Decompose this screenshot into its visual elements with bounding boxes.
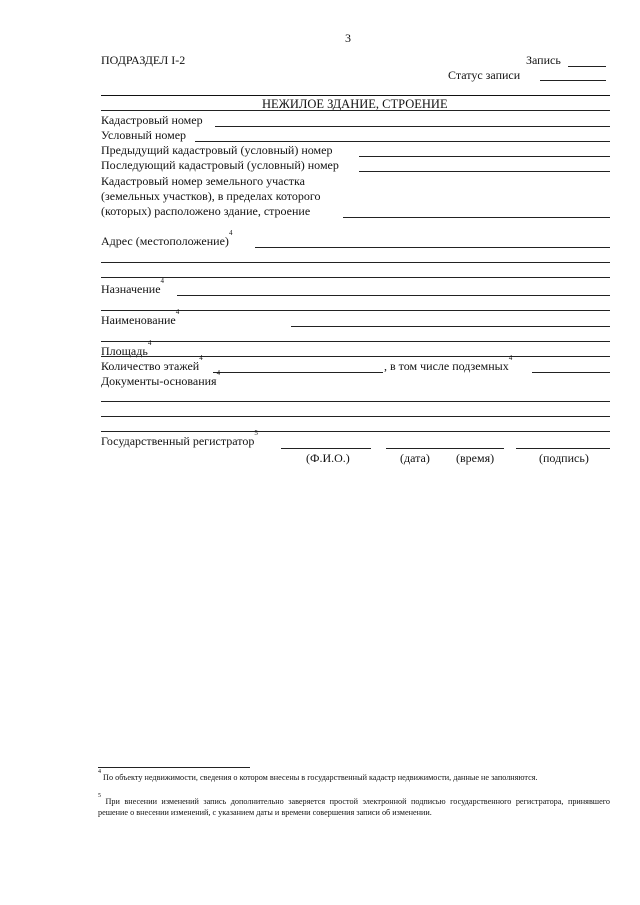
- registrar-label: Государственный регистратор$^5$: [101, 429, 258, 448]
- underground-floors-label: , в том числе подземных$^4$: [384, 354, 513, 373]
- record-label: Запись: [526, 53, 561, 67]
- name-field-line1[interactable]: [291, 326, 610, 327]
- area-label: Площадь$^4$: [101, 339, 152, 358]
- floors-label: Количество этажей$^4$: [101, 354, 203, 373]
- cadastral-number-field[interactable]: [215, 126, 610, 127]
- record-field-line[interactable]: [568, 66, 606, 67]
- subsection-label: ПОДРАЗДЕЛ I-2: [101, 53, 186, 67]
- land-plot-label-line1: Кадастровый номер земельного участка: [101, 174, 305, 188]
- cadastral-number-label: Кадастровый номер: [101, 113, 203, 127]
- footnote-4: $^4$ По объекту недвижимости, сведения о котором внесены в государственный кадастр недвижимости, данные не заполняются.: [98, 769, 538, 782]
- address-label: Адрес (местоположение)$^4$: [101, 229, 233, 248]
- documents-field-line2[interactable]: [101, 416, 610, 417]
- page-number: 3: [345, 31, 351, 45]
- signature-caption: (подпись): [539, 451, 589, 465]
- date-caption: (дата): [400, 451, 430, 465]
- land-plot-label-line3: (которых) расположено здание, строение: [101, 204, 311, 218]
- fio-caption: (Ф.И.О.): [306, 451, 350, 465]
- footnote-5: $^5$ При внесении изменений запись дополнительно заверяется простой электронной подписью государственного регистратора, принявшего решение о внесении изменений, с указанием даты и времени совершения записи об изменении.: [98, 793, 610, 817]
- purpose-field-line1[interactable]: [177, 295, 610, 296]
- time-caption: (время): [456, 451, 495, 465]
- title-top-rule: [101, 95, 610, 96]
- address-field-line1[interactable]: [255, 247, 610, 248]
- title-bottom-rule: [101, 110, 610, 111]
- footnote-separator: [98, 767, 250, 768]
- address-field-line3[interactable]: [101, 277, 610, 278]
- documents-label: Документы-основания$^4$: [101, 369, 221, 388]
- previous-number-field[interactable]: [359, 156, 610, 157]
- next-number-field[interactable]: [359, 171, 610, 172]
- conditional-number-label: Условный номер: [101, 128, 187, 142]
- document-title: НЕЖИЛОЕ ЗДАНИЕ, СТРОЕНИЕ: [262, 97, 448, 111]
- registrar-signature-field[interactable]: [516, 448, 610, 449]
- conditional-number-field[interactable]: [195, 141, 610, 142]
- floors-field[interactable]: [213, 372, 383, 373]
- purpose-label: Назначение$^4$: [101, 277, 165, 296]
- address-field-line2[interactable]: [101, 262, 610, 263]
- name-label: Наименование$^4$: [101, 308, 180, 327]
- registrar-date-time-field[interactable]: [386, 448, 504, 449]
- registrar-fio-field[interactable]: [281, 448, 371, 449]
- previous-number-label: Предыдущий кадастровый (условный) номер: [101, 143, 333, 157]
- next-number-label: Последующий кадастровый (условный) номер: [101, 158, 339, 172]
- documents-field-line3[interactable]: [101, 431, 610, 432]
- name-field-line2[interactable]: [101, 341, 610, 342]
- documents-field-line1[interactable]: [101, 401, 610, 402]
- land-plot-field[interactable]: [343, 217, 610, 218]
- land-plot-label-line2: (земельных участков), в пределах которого: [101, 189, 321, 203]
- record-status-label: Статус записи: [448, 68, 521, 82]
- underground-floors-field[interactable]: [532, 372, 610, 373]
- area-field[interactable]: [101, 356, 610, 357]
- record-status-field-line[interactable]: [540, 80, 606, 81]
